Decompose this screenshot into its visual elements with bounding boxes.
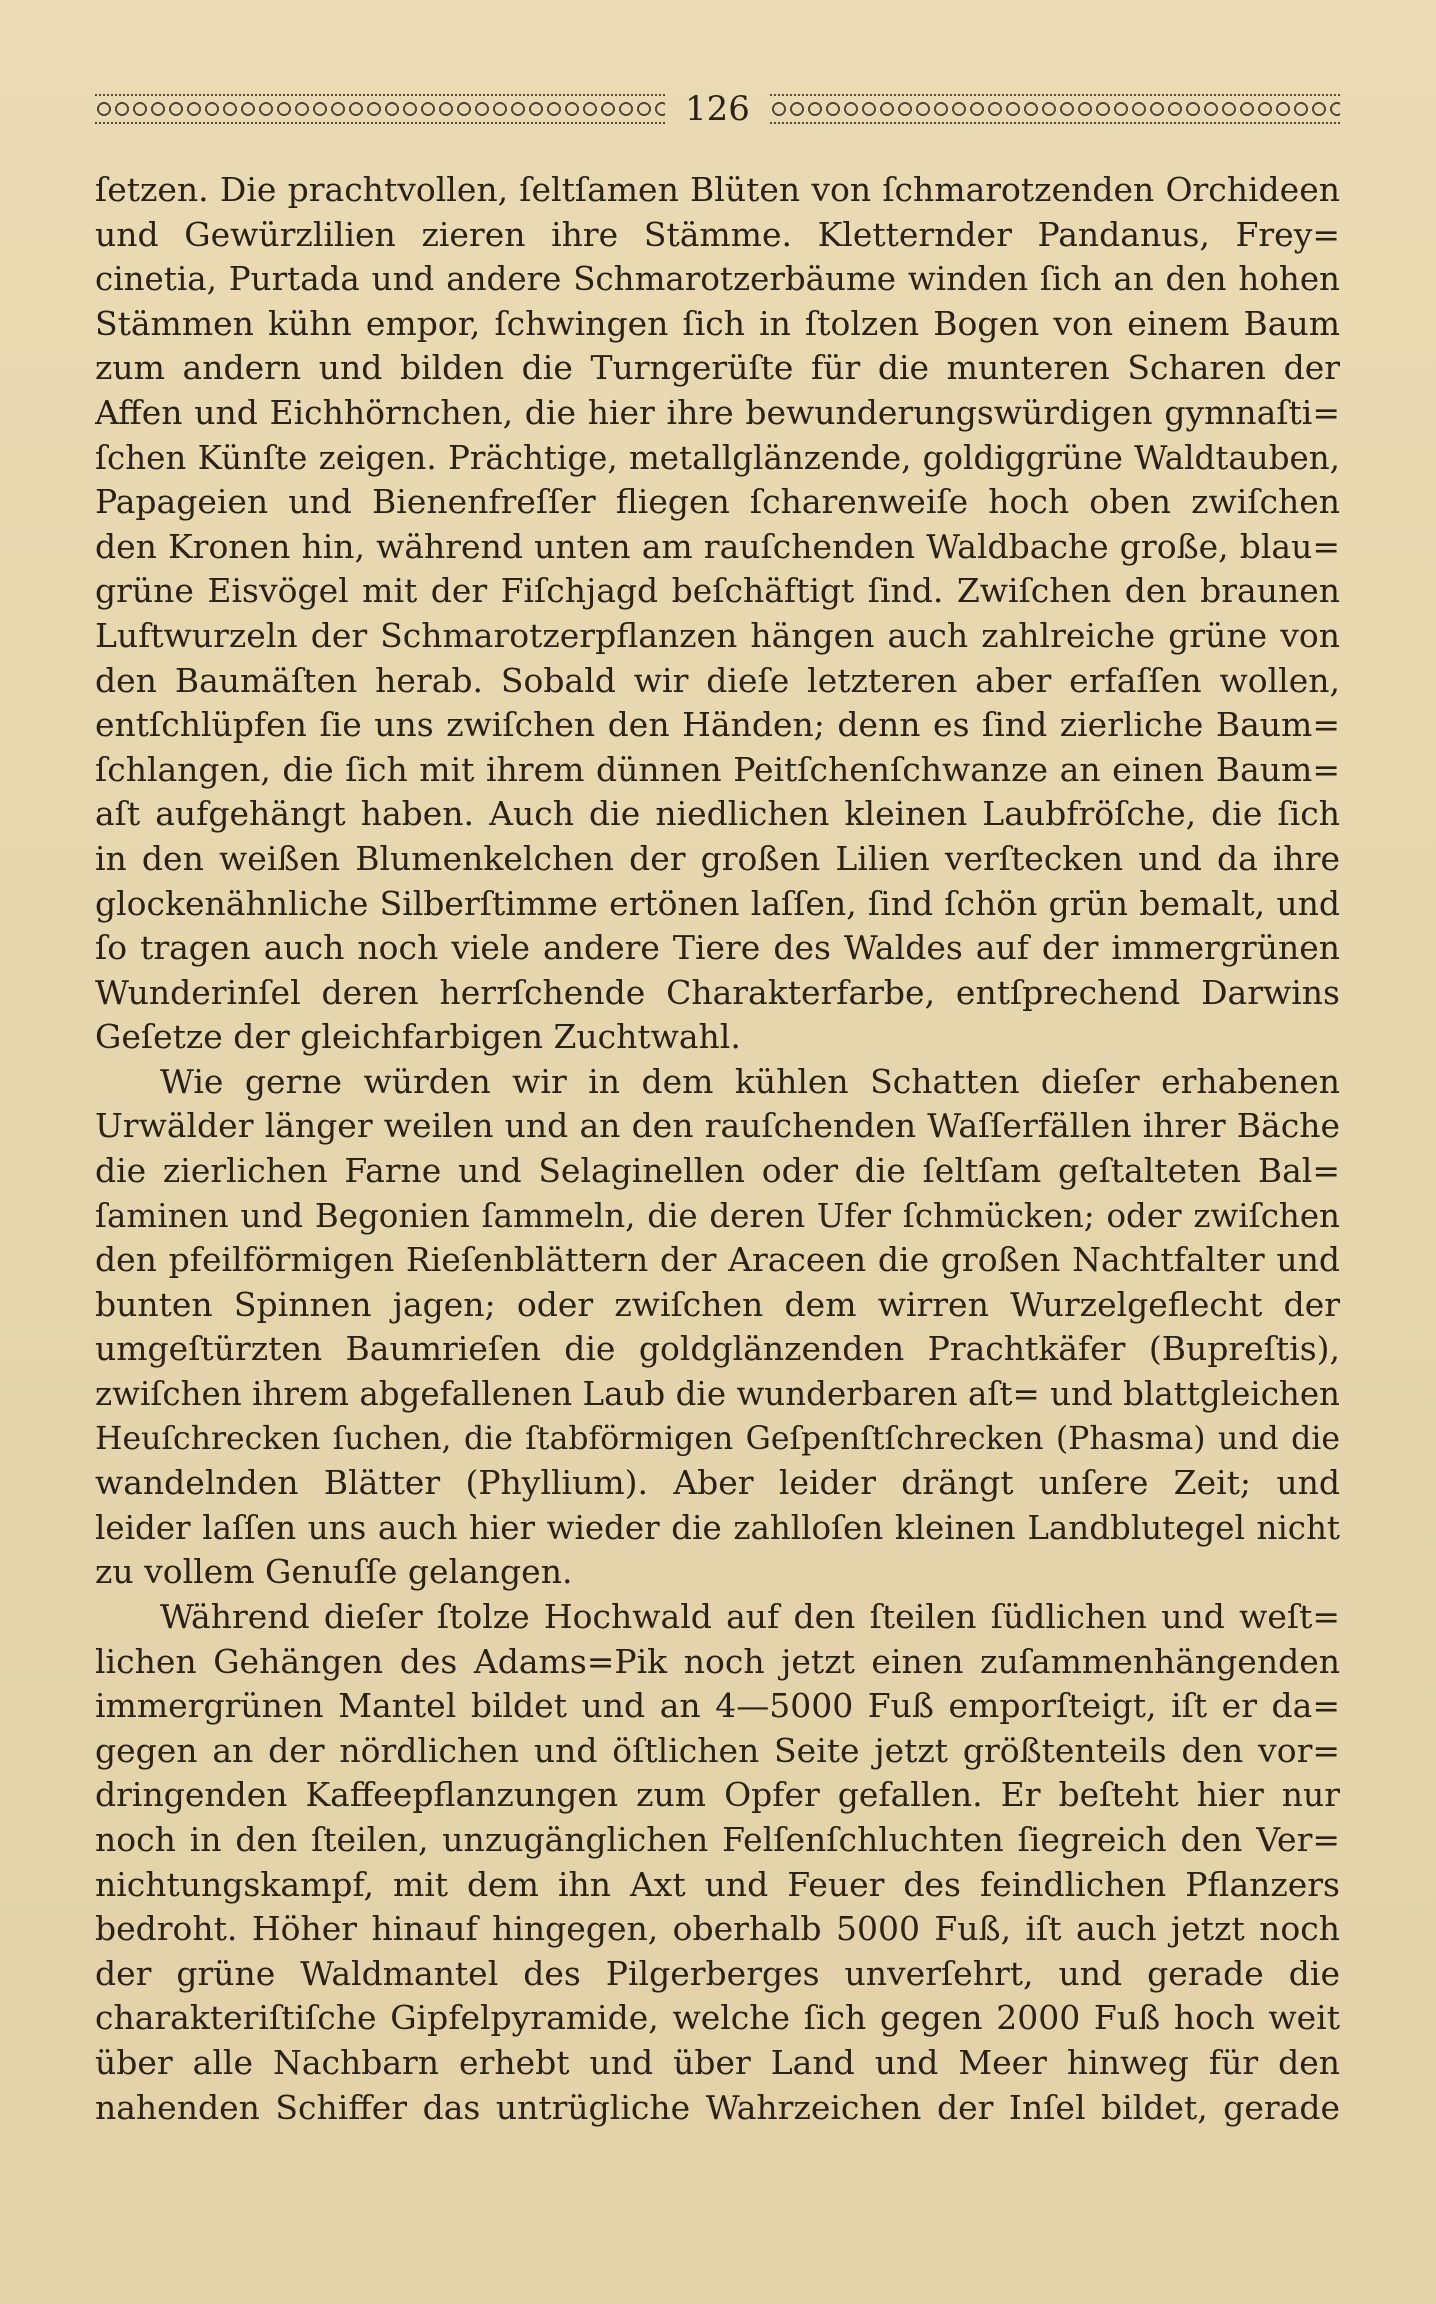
- page-header: [95, 88, 1340, 130]
- text-line: Luftwurzeln der Schmarotzerpflanzen hängen auch zahlreiche grüne von: [95, 615, 1340, 655]
- text-line: ſetzen. Die prachtvollen, ſeltſamen Blüten von ſchmarotzenden Orchideen: [95, 170, 1340, 209]
- paragraph-start-line: Während dieſer ſtolze Hochwald auf den ſteilen ſüdlichen und weſt=: [160, 1597, 1340, 1636]
- text-line: Affen und Eichhörnchen, die hier ihre bewunderungswürdigen gymnaſti=: [95, 392, 1340, 432]
- right-ornament-border: [770, 94, 1340, 124]
- text-line: der grüne Waldmantel des Pilgerberges unverſehrt, und gerade die: [95, 1953, 1340, 1993]
- text-line: aſt aufgehängt haben. Auch die niedlichen kleinen Laubfröſche, die ſich: [95, 794, 1340, 834]
- paragraph-end-line: zu vollem Genuſſe gelangen.: [95, 1552, 573, 1592]
- text-line: immergrünen Mantel bildet und an 4—5000 Fuß emporſteigt, iſt er da=: [95, 1686, 1340, 1726]
- text-line: Papageien und Bienenfreſſer fliegen ſcharenweiſe hoch oben zwiſchen: [95, 482, 1340, 522]
- text-line: Heuſchrecken ſuchen, die ſtabförmigen Geſpenſtſchrecken (Phasma) und die: [95, 1420, 1340, 1457]
- left-ornament-border: [95, 94, 665, 124]
- text-line: wandelnden Blätter (Phyllium). Aber leider drängt unſere Zeit; und: [95, 1463, 1340, 1503]
- text-line: gegen an der nördlichen und öſtlichen Seite jetzt größtenteils den vor=: [95, 1730, 1340, 1770]
- text-line: den pfeilförmigen Rieſenblättern der Araceen die großen Nachtfalter und: [95, 1240, 1340, 1280]
- text-line: nichtungskampf, mit dem ihn Axt und Feuer des feindlichen Pflanzers: [95, 1864, 1340, 1904]
- page-number: 126: [685, 89, 750, 129]
- text-line: Wunderinſel deren herrſchende Charakterfarbe, entſprechend Darwins: [95, 972, 1340, 1012]
- text-line: die zierlichen Farne und Selaginellen oder die ſeltſam geſtalteten Bal=: [95, 1151, 1340, 1191]
- text-line: nahenden Schiffer das untrügliche Wahrzeichen der Inſel bildet, gerade: [95, 2087, 1340, 2127]
- text-line: bedroht. Höher hinauf hingegen, oberhalb 5000 Fuß, iſt auch jetzt noch: [95, 1909, 1340, 1949]
- text-line: ſchen Künſte zeigen. Prächtige, metallglänzende, goldiggrüne Waldtauben,: [95, 438, 1340, 477]
- text-line: entſchlüpfen ſie uns zwiſchen den Händen; denn es ſind zierliche Baum=: [95, 705, 1340, 745]
- text-line: Urwälder länger weilen und an den rauſchenden Waſſerfällen ihrer Bäche: [95, 1106, 1340, 1146]
- text-line: grüne Eisvögel mit der Fiſchjagd beſchäftigt ſind. Zwiſchen den braunen: [95, 571, 1340, 611]
- body-text: [95, 168, 1340, 2130]
- text-line: ſaminen und Begonien ſammeln, die deren Ufer ſchmücken; oder zwiſchen: [95, 1196, 1340, 1235]
- text-line: zum andern und bilden die Turngerüſte für die munteren Scharen der: [95, 348, 1340, 388]
- text-line: den Baumäſten herab. Sobald wir dieſe letzteren aber erfaſſen wollen,: [95, 660, 1340, 700]
- text-line: bunten Spinnen jagen; oder zwiſchen dem wirren Wurzelgeflecht der: [95, 1284, 1340, 1324]
- text-line: den Kronen hin, während unten am rauſchenden Waldbache große, blau=: [95, 526, 1340, 566]
- text-line: ſchlangen, die ſich mit ihrem dünnen Peitſchenſchwanze an einen Baum=: [95, 749, 1340, 789]
- text-line: charakteriſtiſche Gipfelpyramide, welche ſich gegen 2000 Fuß hoch weit: [95, 1998, 1340, 2038]
- text-line: Stämmen kühn empor, ſchwingen ſich in ſtolzen Bogen von einem Baum: [95, 303, 1340, 343]
- text-line: über alle Nachbarn erhebt und über Land und Meer hinweg für den: [95, 2042, 1340, 2082]
- text-line: glockenähnliche Silberſtimme ertönen laſſen, ſind ſchön grün bemalt, und: [95, 883, 1340, 923]
- text-line: ſo tragen auch noch viele andere Tiere des Waldes auf der immergrünen: [95, 928, 1340, 968]
- text-line: umgeſtürzten Baumrieſen die goldglänzenden Prachtkäfer (Bupreſtis),: [95, 1329, 1340, 1369]
- text-line: in den weißen Blumenkelchen der großen Lilien verſtecken und da ihre: [95, 838, 1340, 878]
- text-line: und Gewürzlilien zieren ihre Stämme. Kletternder Pandanus, Frey=: [95, 214, 1340, 254]
- text-line: dringenden Kaffeepflanzungen zum Opfer gefallen. Er beſteht hier nur: [95, 1775, 1340, 1815]
- text-line: cinetia, Purtada und andere Schmarotzerbäume winden ſich an den hohen: [95, 260, 1340, 299]
- text-line: noch in den ſteilen, unzugänglichen Felſenſchluchten ſiegreich den Ver=: [95, 1819, 1340, 1859]
- text-line: lichen Gehängen des Adams=Pik noch jetzt einen zuſammenhängenden: [95, 1641, 1340, 1681]
- paragraph-end-line: Geſetze der gleichfarbigen Zuchtwahl.: [95, 1017, 741, 1057]
- paragraph-start-line: Wie gerne würden wir in dem kühlen Schatten dieſer erhabenen: [160, 1061, 1340, 1101]
- text-line: leider laſſen uns auch hier wieder die zahlloſen kleinen Landblutegel nicht: [95, 1508, 1340, 1547]
- text-line: zwiſchen ihrem abgefallenen Laub die wunderbaren aſt= und blattgleichen: [95, 1375, 1340, 1414]
